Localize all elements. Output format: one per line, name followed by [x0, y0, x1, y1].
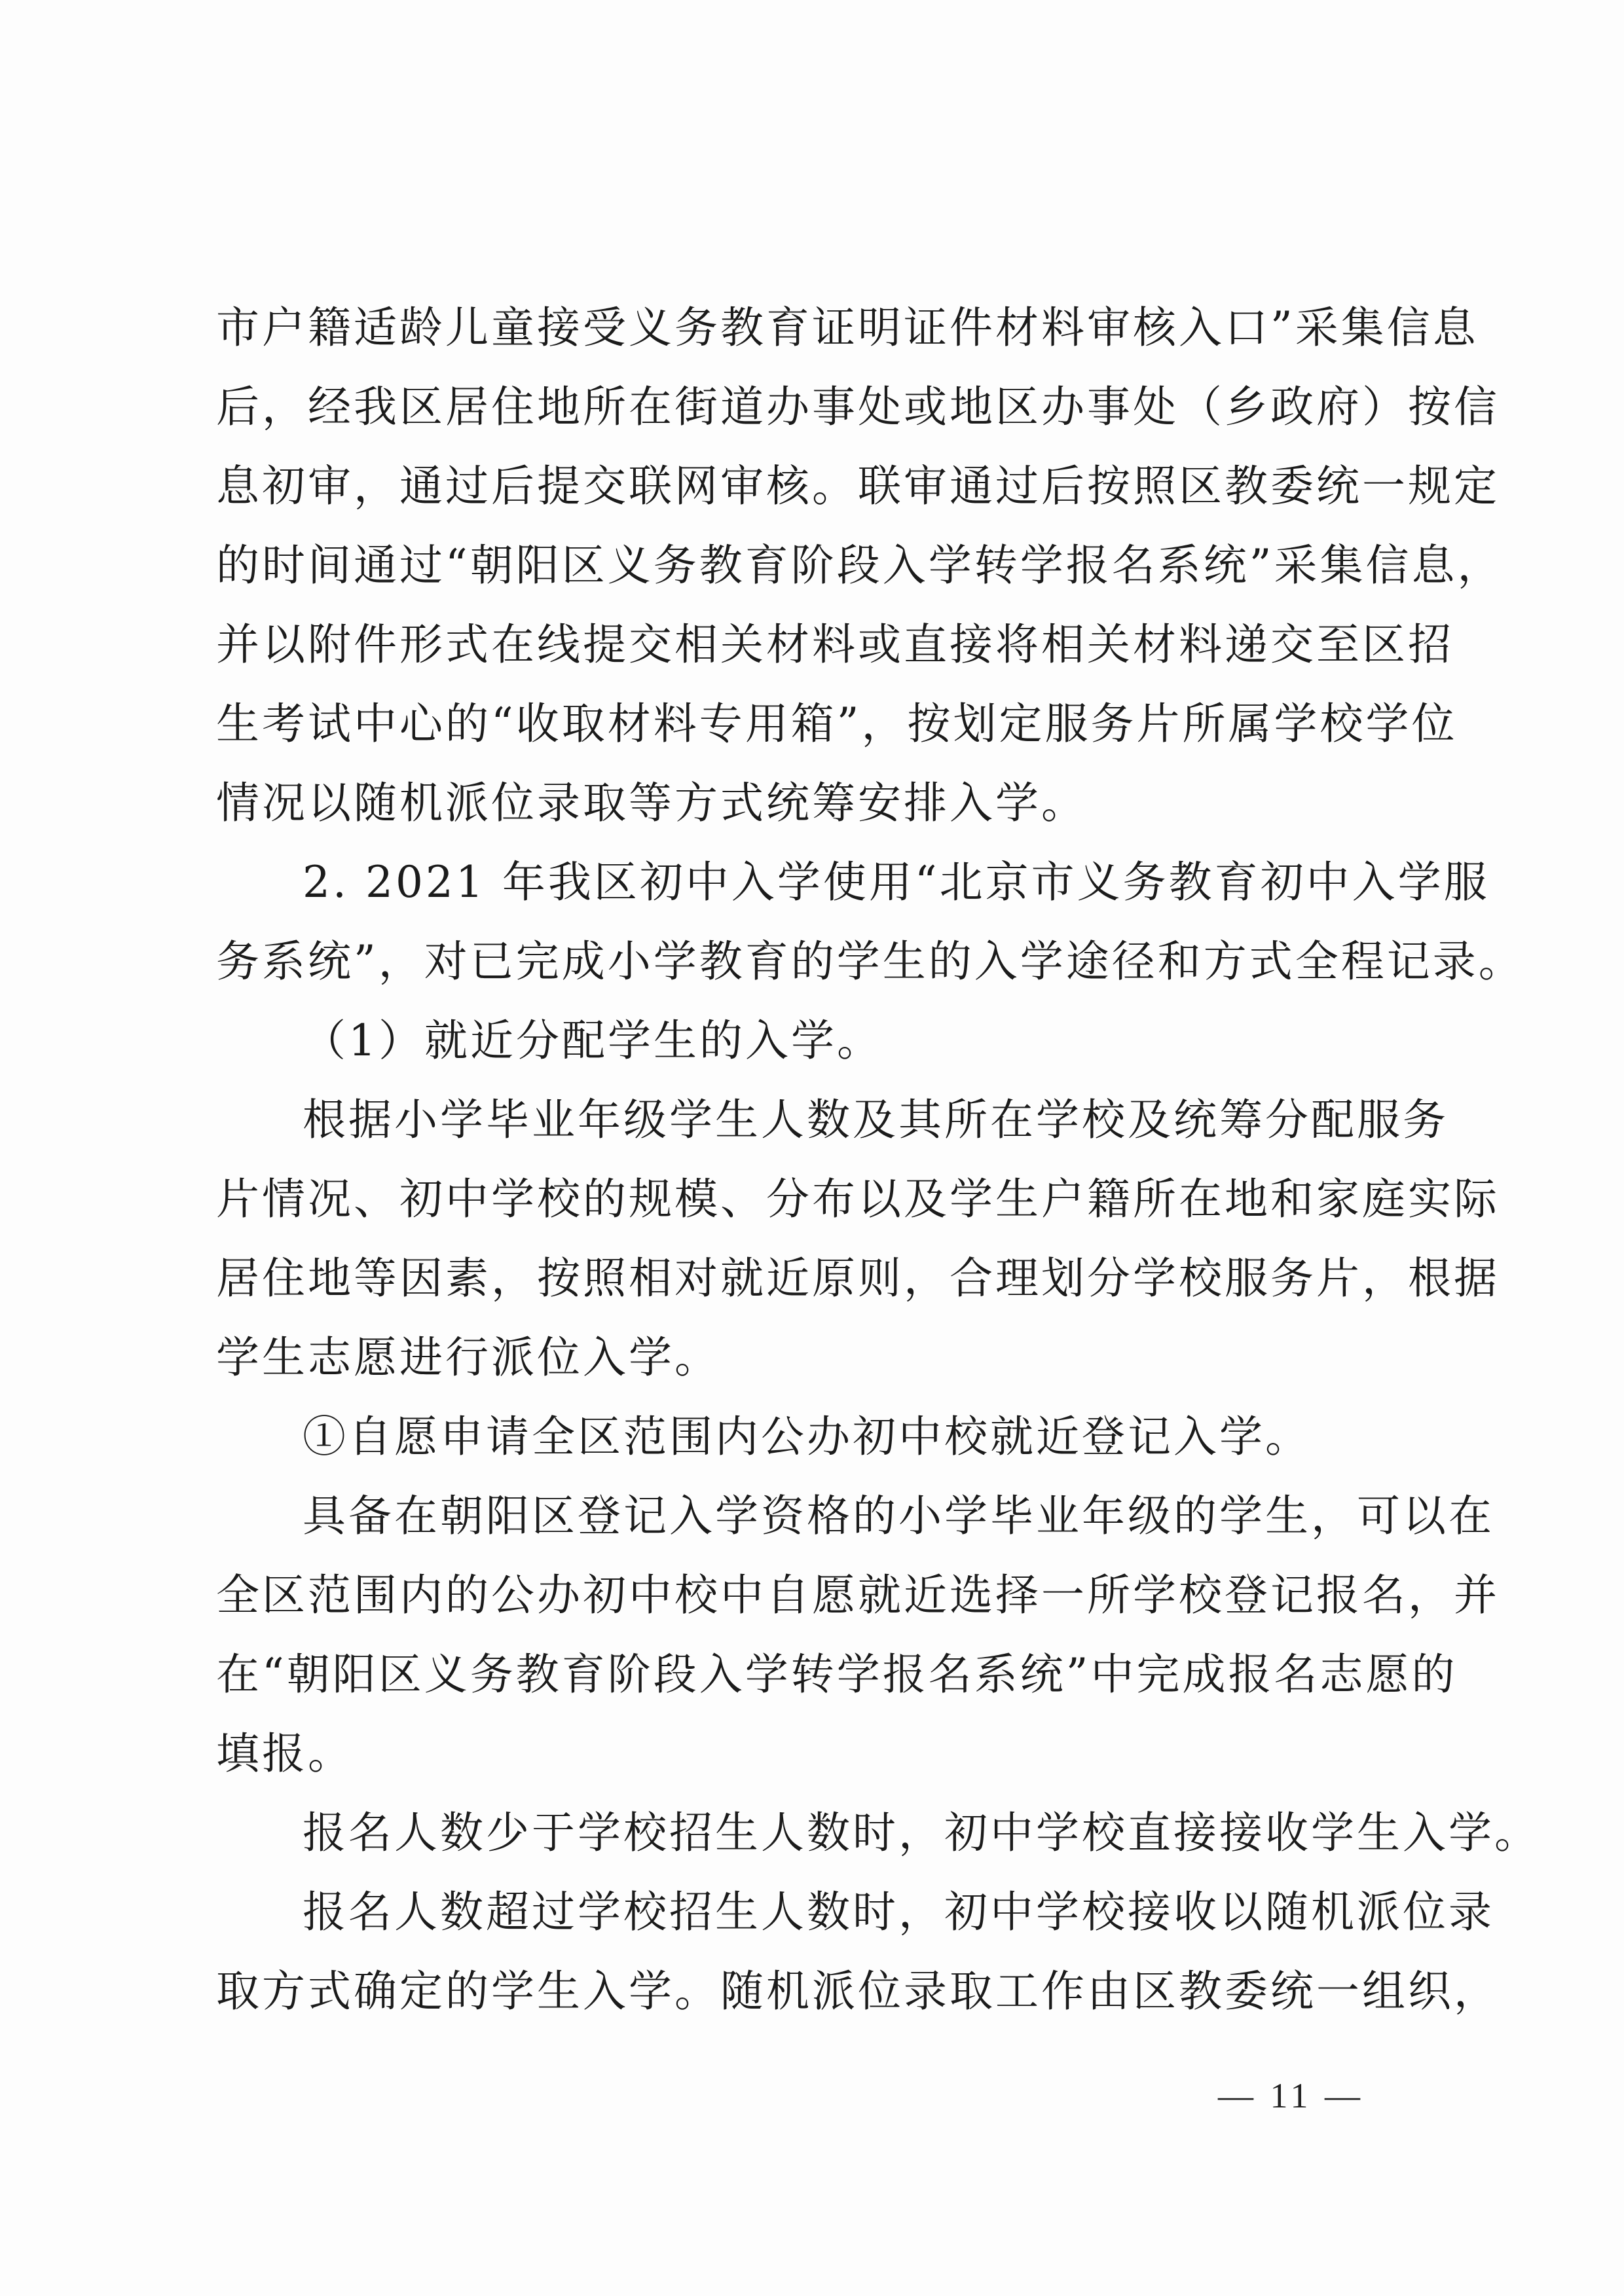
page-number: — 11 — [1218, 2076, 1364, 2115]
text-line: 市户籍适龄儿童接受义务教育证明证件材料审核入口”采集信息 [216, 302, 1479, 353]
text-line: 报名人数超过学校招生人数时，初中学校接收以随机派位录 [303, 1887, 1494, 1937]
text-line: 的时间通过“朝阳区义务教育阶段入学转学报名系统”采集信息， [216, 540, 1504, 591]
text-line: 情况以随机派位录取等方式统筹安排入学。 [216, 778, 1087, 828]
text-line: 在“朝阳区义务教育阶段入学转学报名系统”中完成报名志愿的 [216, 1649, 1458, 1700]
text-line: 居住地等因素，按照相对就近原则，合理划分学校服务片，根据 [216, 1253, 1500, 1303]
text-line: 具备在朝阳区登记入学资格的小学毕业年级的学生，可以在 [303, 1491, 1494, 1541]
text-line: 生考试中心的“收取材料专用箱”，按划定服务片所属学校学位 [216, 699, 1458, 749]
text-line: 务系统”，对已完成小学教育的学生的入学途径和方式全程记录。 [216, 936, 1524, 987]
text-line: 全区范围内的公办初中校中自愿就近选择一所学校登记报名，并 [216, 1570, 1500, 1620]
text-line: 后，经我区居住地所在街道办事处或地区办事处（乡政府）按信 [216, 382, 1500, 432]
sub-heading: ①自愿申请全区范围内公办初中校就近登记入学。 [303, 1412, 1311, 1462]
text-line: 学生志愿进行派位入学。 [216, 1332, 720, 1383]
text-line: 片情况、初中学校的规模、分布以及学生户籍所在地和家庭实际 [216, 1174, 1500, 1224]
text-line: 息初审，通过后提交联网审核。联审通过后按照区教委统一规定 [216, 461, 1500, 511]
document-body [216, 288, 1540, 2031]
text-line: 并以附件形式在线提交相关材料或直接将相关材料递交至区招 [216, 619, 1454, 670]
text-line: 报名人数少于学校招生人数时，初中学校直接接收学生入学。 [303, 1808, 1540, 1858]
text-line: 填报。 [216, 1728, 354, 1779]
section-heading: （1）就近分配学生的入学。 [303, 1015, 883, 1066]
text-line: 2. 2021 年我区初中入学使用“北京市义务教育初中入学服 [303, 857, 1490, 907]
text-line: 根据小学毕业年级学生人数及其所在学校及统筹分配服务 [303, 1095, 1449, 1145]
text-line: 取方式确定的学生入学。随机派位录取工作由区教委统一组织， [216, 1966, 1500, 2016]
